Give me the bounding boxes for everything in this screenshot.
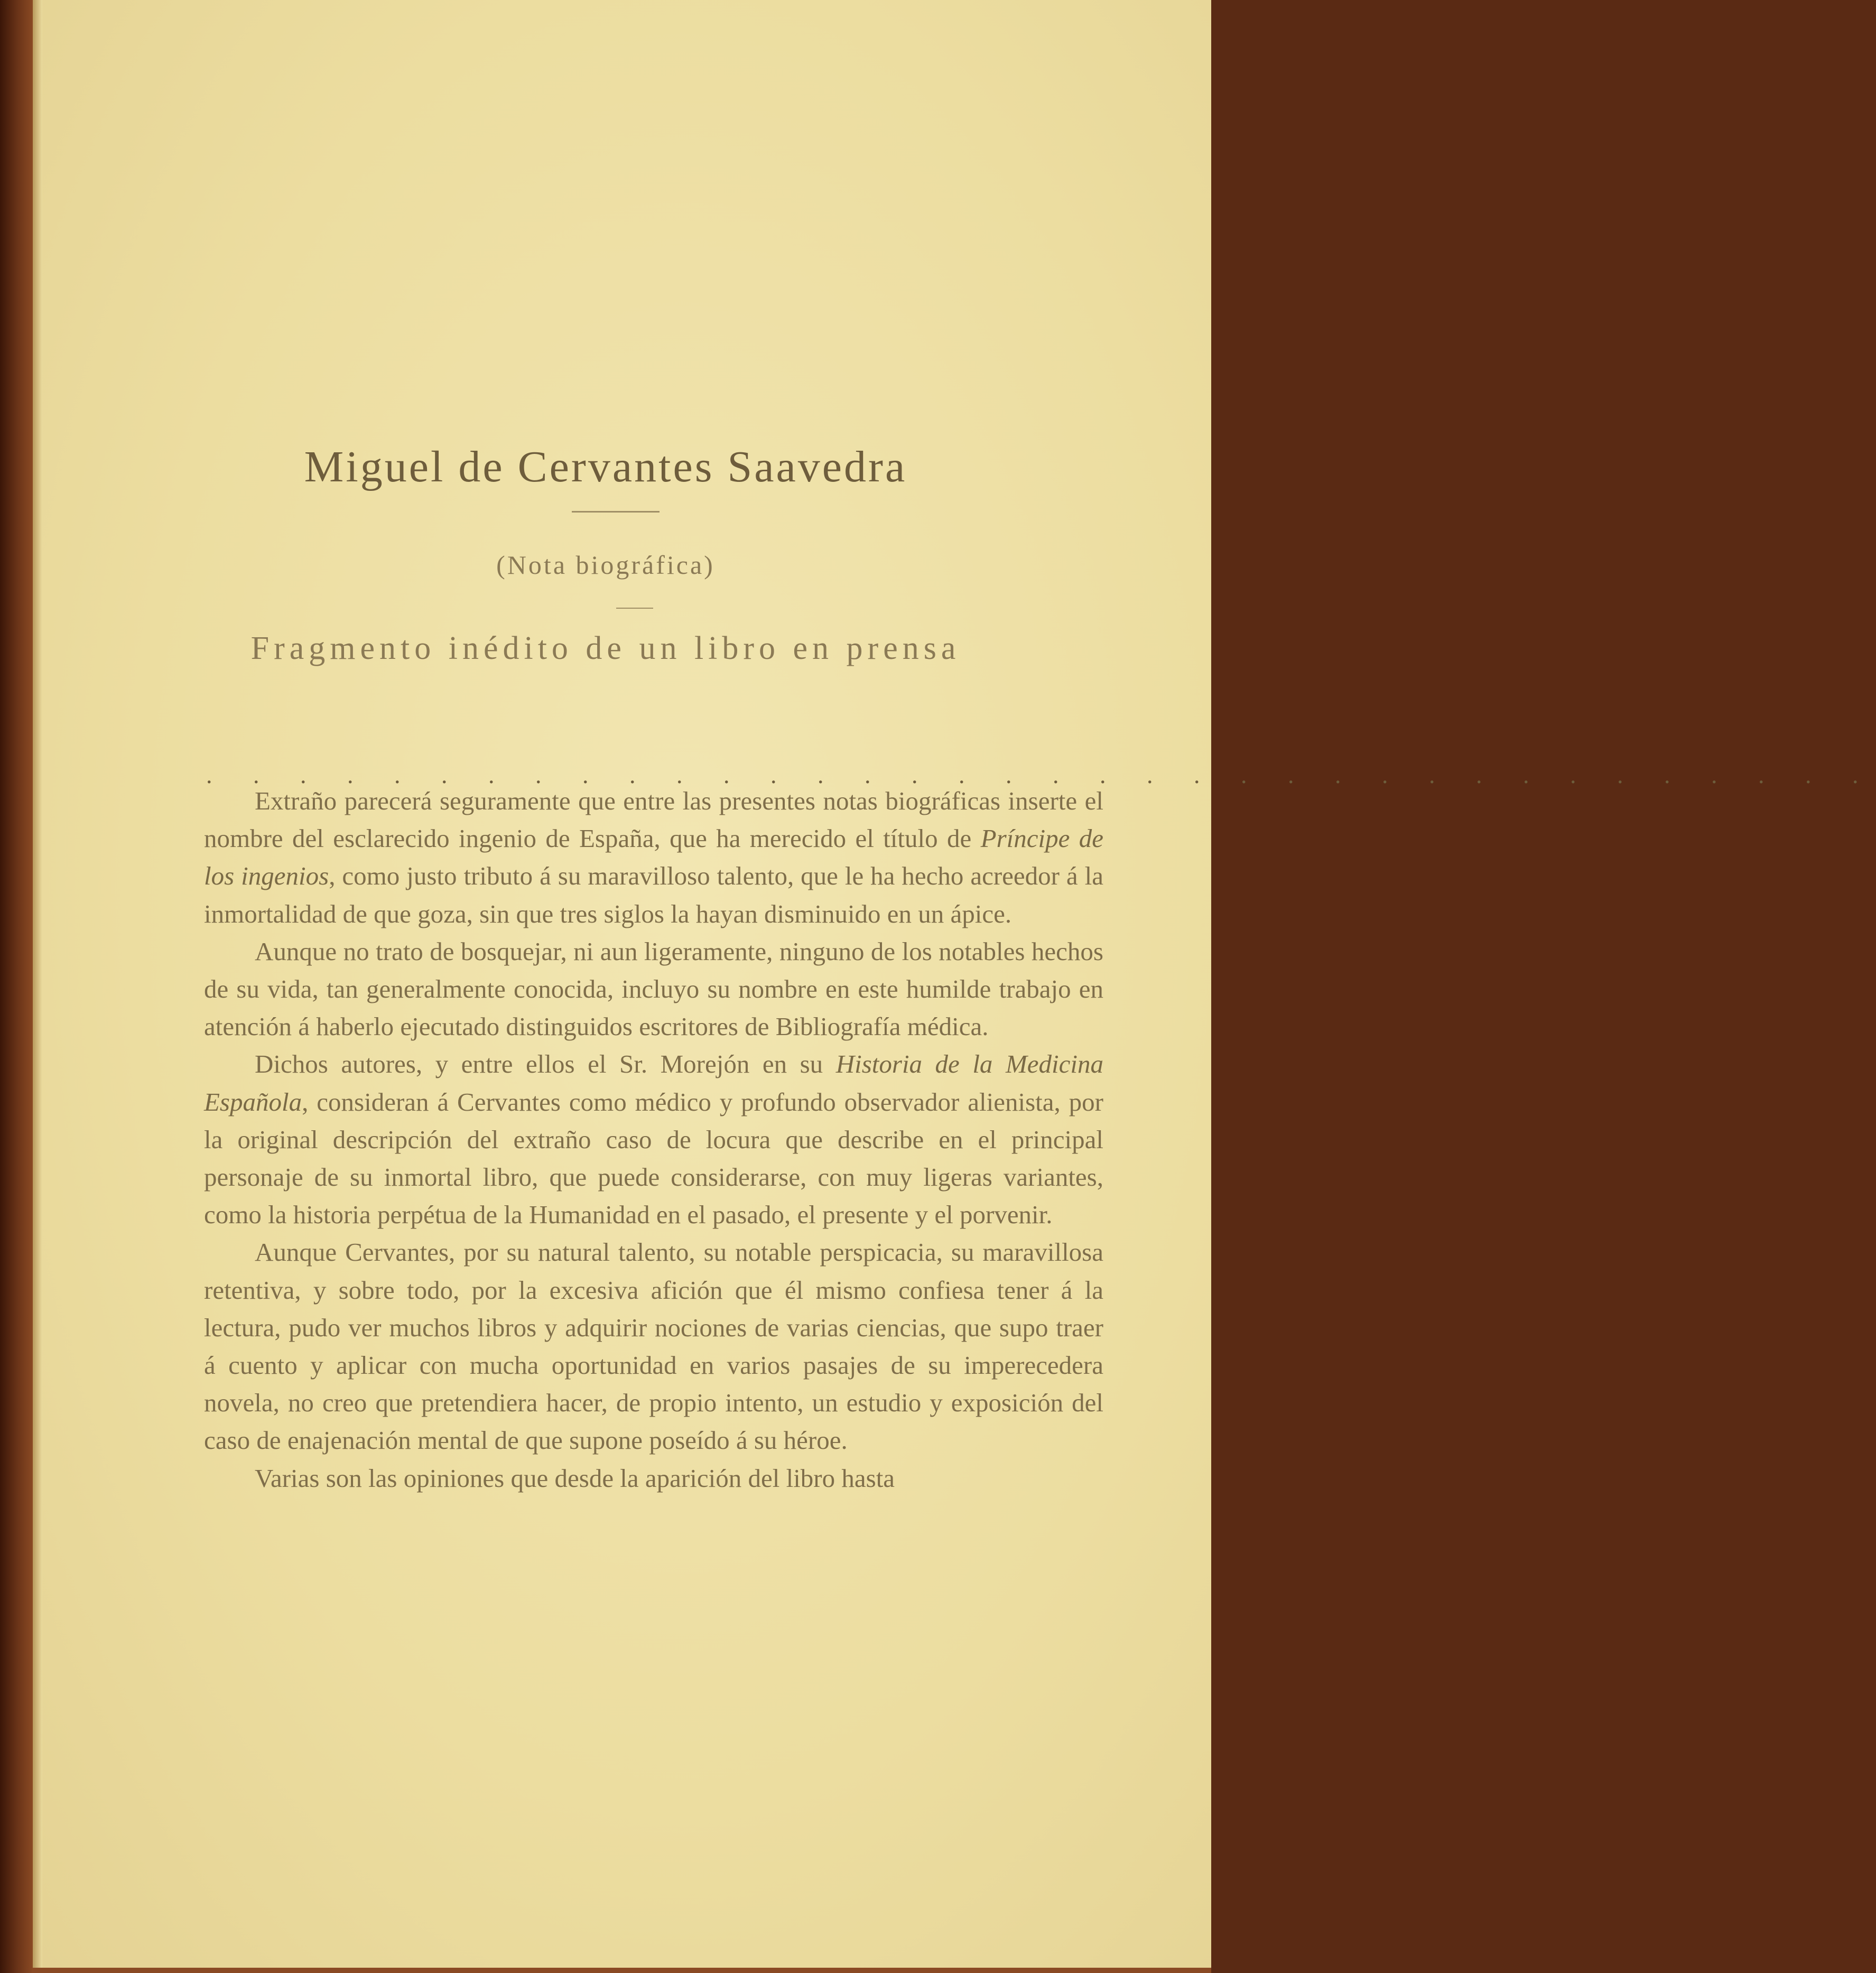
body-text	[204, 782, 1103, 1497]
text-segment: , como justo tributo á su maravilloso talento, que le ha hecho acreedor á la inmortalidad de que goza, sin que tres siglos la hayan disminuido en un ápice.	[204, 861, 1103, 928]
text-segment: Dichos autores, y entre ellos el Sr. Morejón en su	[255, 1049, 836, 1079]
ellipsis-separator: . . . . . . . . . . . . . . . . . . . . . . . . . . . . . . . . . . . .	[206, 761, 1876, 788]
fragment-heading: Fragmento inédito de un libro en prensa	[250, 630, 961, 666]
paragraph	[204, 1459, 1103, 1497]
page-title: Miguel de Cervantes Saavedra	[304, 442, 907, 491]
paragraph	[204, 933, 1103, 1046]
text-segment: Aunque Cervantes, por su natural talento, su notable perspicacia, su maravillosa retentiva, y sobre todo, por la excesiva afición que él mismo confiesa tener á la lectura, pudo ver muchos libros y adquirir nociones de varias ciencias, que supo traer á cuento y aplicar con mucha oportunidad en varios pasajes de su imperecedera novela, no creo que pretendiera hacer, de propio intento, un estudio y exposición del caso de enajenación mental de que supone poseído á su héroe.	[204, 1237, 1103, 1455]
text-segment: , consideran á Cervantes como médico y profundo observador alienista, por la original descripción del extraño caso de locura que describe en el principal personaje de su inmortal libro, que puede considerarse, con muy ligeras variantes, como la historia perpétua de la Humanidad en el pasado, el presente y el porvenir.	[204, 1087, 1103, 1230]
paragraph	[204, 1045, 1103, 1233]
page-bottom-edge	[33, 1968, 1211, 1973]
italic-title: Historia de la Medicina Española	[204, 1049, 1103, 1116]
subtitle-divider	[616, 608, 653, 609]
paragraph	[204, 782, 1103, 933]
book-binding-edge	[0, 0, 33, 1973]
paragraph	[204, 1233, 1103, 1459]
text-segment: Aunque no trato de bosquejar, ni aun ligeramente, ninguno de los notables hechos de su vida, tan generalmente conocida, incluyo su nombre en este humilde trabajo en atención á haberlo ejecutado distinguidos escritores de Bibliografía médica.	[204, 936, 1103, 1041]
page-gutter	[33, 0, 42, 1973]
text-segment: Varias son las opiniones que desde la aparición del libro hasta	[255, 1463, 895, 1493]
title-divider	[572, 511, 660, 513]
italic-title: Príncipe de los ingenios	[204, 824, 1103, 891]
text-segment: Extraño parecerá seguramente que entre las presentes notas biográficas inserte el nombre del esclarecido ingenio de España, que ha merecido el título de	[204, 786, 1103, 853]
page-subtitle: (Nota biográfica)	[496, 550, 715, 580]
